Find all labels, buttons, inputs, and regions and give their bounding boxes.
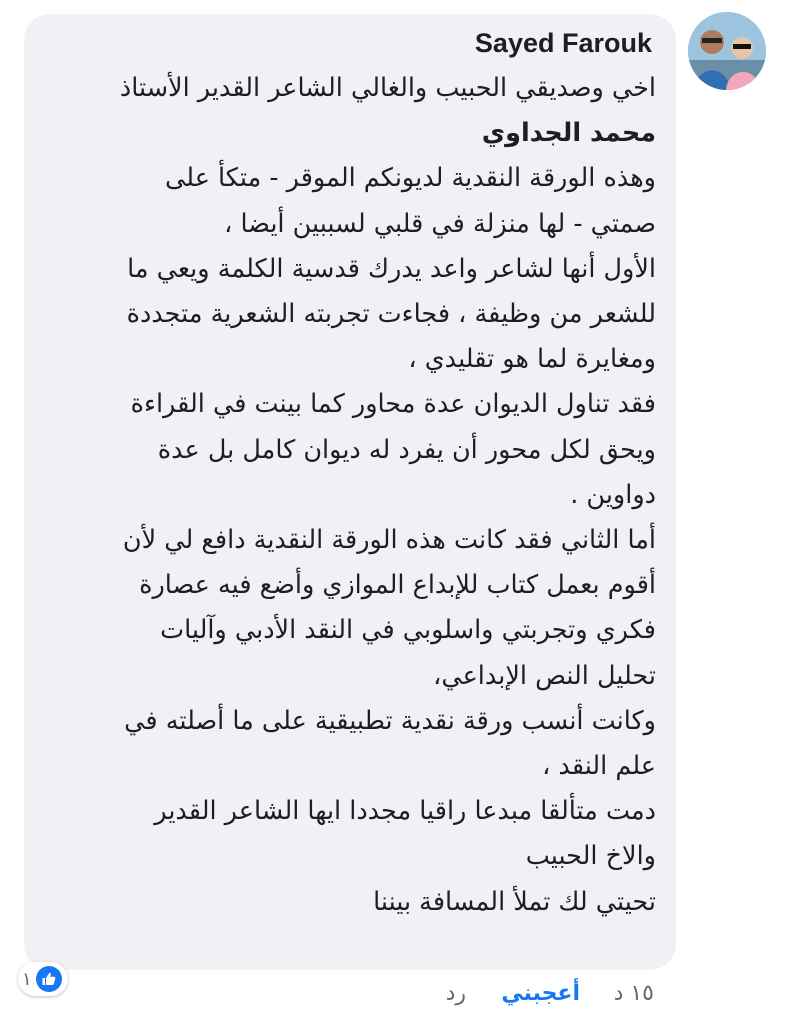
author-avatar[interactable] bbox=[688, 12, 766, 90]
reply-button[interactable]: رد bbox=[445, 981, 466, 1006]
comment-actions bbox=[0, 974, 788, 1014]
comment-line: أما الثاني فقد كانت هذه الورقة النقدية دافع لي لأن bbox=[122, 525, 656, 556]
comment-line: اخي وصديقي الحبيب والغالي الشاعر القدير الأستاذ bbox=[119, 73, 656, 103]
comment-line: والاخ الحبيب bbox=[525, 841, 656, 872]
comment-line: الأول أنها لشاعر واعد يدرك قدسية الكلمة ويعي ما bbox=[127, 253, 656, 284]
comment-bubble bbox=[24, 14, 676, 970]
comment-line: فقد تناول الديوان عدة محاور كما بينت في القراءة bbox=[130, 389, 656, 420]
comment-line: تحليل النص الإبداعي، bbox=[433, 660, 656, 691]
comment-line: دمت متألقا مبدعا راقيا مجددا ايها الشاعر القدير bbox=[154, 796, 656, 827]
comment-line: للشعر من وظيفة ، فجاءت تجربته الشعرية متجددة bbox=[126, 299, 656, 330]
reaction-count: ١ bbox=[22, 968, 32, 990]
avatar-photo-icon bbox=[688, 12, 766, 90]
comment-line: تحيتي لك تملأ المسافة بيننا bbox=[373, 886, 656, 917]
comment-text bbox=[46, 66, 656, 925]
comment-mention[interactable]: محمد الجداوي bbox=[481, 118, 656, 149]
comment-author-name[interactable]: Sayed Farouk bbox=[474, 28, 652, 58]
comment-line: دواوين . bbox=[570, 479, 656, 510]
comment-line: ومغايرة لما هو تقليدي ، bbox=[408, 344, 656, 375]
comment-line: أقوم بعمل كتاب للإبداع الموازي وأضع فيه عصارة bbox=[139, 570, 656, 601]
comment-line: وهذه الورقة النقدية لديونكم الموقر - متكأ على bbox=[165, 163, 656, 194]
comment-timestamp[interactable]: ١٥ د bbox=[613, 981, 654, 1006]
comment-line: علم النقد ، bbox=[542, 751, 656, 782]
comment-line: ويحق لكل محور أن يفرد له ديوان كامل بل عدة bbox=[157, 434, 656, 465]
comment-line: وكانت أنسب ورقة نقدية تطبيقية على ما أصلته في bbox=[124, 705, 656, 736]
like-button[interactable]: أعجبني bbox=[501, 981, 580, 1006]
comment-line: صمتي - لها منزلة في قلبي لسببين أيضا ، bbox=[224, 208, 656, 239]
comment-line: فكري وتجربتي واسلوبي في النقد الأدبي وآليات bbox=[160, 615, 656, 646]
